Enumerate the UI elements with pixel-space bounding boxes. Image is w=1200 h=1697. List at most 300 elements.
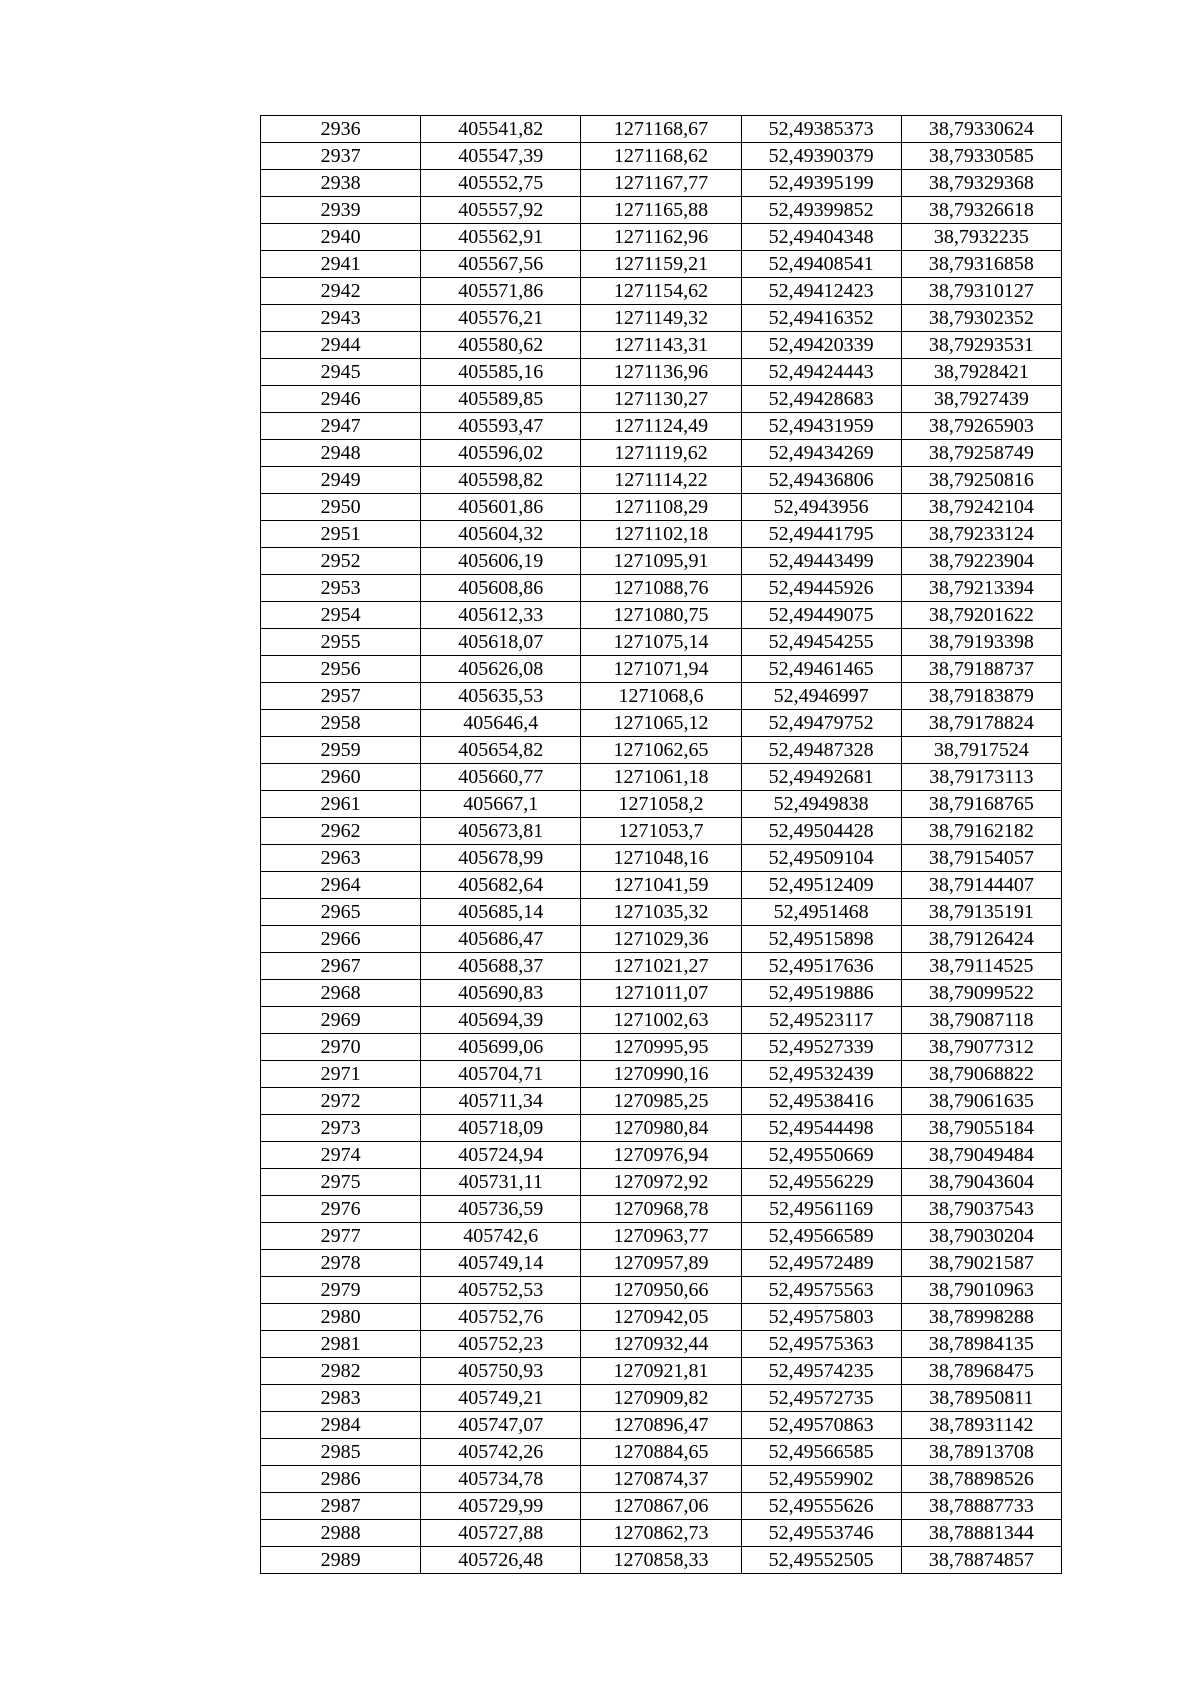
table-row xyxy=(261,1331,1062,1358)
longitude-cell: 38,79193398 xyxy=(901,629,1061,656)
latitude-cell: 52,49445926 xyxy=(741,575,901,602)
table-row xyxy=(261,359,1062,386)
x-coordinate-cell: 405699,06 xyxy=(421,1034,581,1061)
y-coordinate-cell: 1270909,82 xyxy=(581,1385,741,1412)
longitude-cell: 38,79201622 xyxy=(901,602,1061,629)
x-coordinate-cell: 405598,82 xyxy=(421,467,581,494)
table-row xyxy=(261,386,1062,413)
latitude-cell: 52,49434269 xyxy=(741,440,901,467)
point-number-cell: 2967 xyxy=(261,953,421,980)
latitude-cell: 52,4951468 xyxy=(741,899,901,926)
y-coordinate-cell: 1270957,89 xyxy=(581,1250,741,1277)
point-number-cell: 2984 xyxy=(261,1412,421,1439)
point-number-cell: 2957 xyxy=(261,683,421,710)
y-coordinate-cell: 1271053,7 xyxy=(581,818,741,845)
point-number-cell: 2944 xyxy=(261,332,421,359)
longitude-cell: 38,79021587 xyxy=(901,1250,1061,1277)
y-coordinate-cell: 1271011,07 xyxy=(581,980,741,1007)
table-row xyxy=(261,278,1062,305)
x-coordinate-cell: 405593,47 xyxy=(421,413,581,440)
x-coordinate-cell: 405704,71 xyxy=(421,1061,581,1088)
latitude-cell: 52,49519886 xyxy=(741,980,901,1007)
point-number-cell: 2974 xyxy=(261,1142,421,1169)
y-coordinate-cell: 1270942,05 xyxy=(581,1304,741,1331)
table-row xyxy=(261,629,1062,656)
x-coordinate-cell: 405618,07 xyxy=(421,629,581,656)
latitude-cell: 52,49461465 xyxy=(741,656,901,683)
longitude-cell: 38,79250816 xyxy=(901,467,1061,494)
y-coordinate-cell: 1270980,84 xyxy=(581,1115,741,1142)
longitude-cell: 38,78874857 xyxy=(901,1547,1061,1574)
y-coordinate-cell: 1270985,25 xyxy=(581,1088,741,1115)
table-row xyxy=(261,926,1062,953)
coordinates-table xyxy=(260,115,1062,1574)
latitude-cell: 52,49550669 xyxy=(741,1142,901,1169)
x-coordinate-cell: 405690,83 xyxy=(421,980,581,1007)
x-coordinate-cell: 405685,14 xyxy=(421,899,581,926)
longitude-cell: 38,79168765 xyxy=(901,791,1061,818)
x-coordinate-cell: 405678,99 xyxy=(421,845,581,872)
x-coordinate-cell: 405576,21 xyxy=(421,305,581,332)
longitude-cell: 38,78931142 xyxy=(901,1412,1061,1439)
x-coordinate-cell: 405726,48 xyxy=(421,1547,581,1574)
y-coordinate-cell: 1271062,65 xyxy=(581,737,741,764)
longitude-cell: 38,79061635 xyxy=(901,1088,1061,1115)
x-coordinate-cell: 405734,78 xyxy=(421,1466,581,1493)
y-coordinate-cell: 1271114,22 xyxy=(581,467,741,494)
y-coordinate-cell: 1270874,37 xyxy=(581,1466,741,1493)
longitude-cell: 38,79154057 xyxy=(901,845,1061,872)
longitude-cell: 38,79302352 xyxy=(901,305,1061,332)
x-coordinate-cell: 405718,09 xyxy=(421,1115,581,1142)
y-coordinate-cell: 1271068,6 xyxy=(581,683,741,710)
table-row xyxy=(261,1061,1062,1088)
point-number-cell: 2942 xyxy=(261,278,421,305)
longitude-cell: 38,79126424 xyxy=(901,926,1061,953)
x-coordinate-cell: 405742,26 xyxy=(421,1439,581,1466)
latitude-cell: 52,49575363 xyxy=(741,1331,901,1358)
latitude-cell: 52,49436806 xyxy=(741,467,901,494)
longitude-cell: 38,79213394 xyxy=(901,575,1061,602)
table-row xyxy=(261,980,1062,1007)
x-coordinate-cell: 405580,62 xyxy=(421,332,581,359)
longitude-cell: 38,78984135 xyxy=(901,1331,1061,1358)
table-row xyxy=(261,1466,1062,1493)
latitude-cell: 52,49431959 xyxy=(741,413,901,440)
latitude-cell: 52,49443499 xyxy=(741,548,901,575)
point-number-cell: 2961 xyxy=(261,791,421,818)
x-coordinate-cell: 405571,86 xyxy=(421,278,581,305)
longitude-cell: 38,78898526 xyxy=(901,1466,1061,1493)
x-coordinate-cell: 405682,64 xyxy=(421,872,581,899)
longitude-cell: 38,79077312 xyxy=(901,1034,1061,1061)
latitude-cell: 52,49523117 xyxy=(741,1007,901,1034)
x-coordinate-cell: 405688,37 xyxy=(421,953,581,980)
point-number-cell: 2983 xyxy=(261,1385,421,1412)
latitude-cell: 52,49572489 xyxy=(741,1250,901,1277)
latitude-cell: 52,49570863 xyxy=(741,1412,901,1439)
longitude-cell: 38,79010963 xyxy=(901,1277,1061,1304)
point-number-cell: 2956 xyxy=(261,656,421,683)
longitude-cell: 38,79030204 xyxy=(901,1223,1061,1250)
point-number-cell: 2970 xyxy=(261,1034,421,1061)
x-coordinate-cell: 405711,34 xyxy=(421,1088,581,1115)
latitude-cell: 52,49575563 xyxy=(741,1277,901,1304)
point-number-cell: 2981 xyxy=(261,1331,421,1358)
point-number-cell: 2937 xyxy=(261,143,421,170)
y-coordinate-cell: 1270990,16 xyxy=(581,1061,741,1088)
x-coordinate-cell: 405585,16 xyxy=(421,359,581,386)
x-coordinate-cell: 405752,76 xyxy=(421,1304,581,1331)
longitude-cell: 38,7928421 xyxy=(901,359,1061,386)
latitude-cell: 52,49572735 xyxy=(741,1385,901,1412)
y-coordinate-cell: 1271080,75 xyxy=(581,602,741,629)
table-row xyxy=(261,656,1062,683)
longitude-cell: 38,79316858 xyxy=(901,251,1061,278)
y-coordinate-cell: 1271075,14 xyxy=(581,629,741,656)
y-coordinate-cell: 1270932,44 xyxy=(581,1331,741,1358)
table-row xyxy=(261,1196,1062,1223)
y-coordinate-cell: 1271035,32 xyxy=(581,899,741,926)
latitude-cell: 52,49492681 xyxy=(741,764,901,791)
point-number-cell: 2966 xyxy=(261,926,421,953)
longitude-cell: 38,79330624 xyxy=(901,116,1061,143)
y-coordinate-cell: 1271119,62 xyxy=(581,440,741,467)
table-row xyxy=(261,224,1062,251)
latitude-cell: 52,49479752 xyxy=(741,710,901,737)
latitude-cell: 52,49556229 xyxy=(741,1169,901,1196)
y-coordinate-cell: 1271168,62 xyxy=(581,143,741,170)
y-coordinate-cell: 1271065,12 xyxy=(581,710,741,737)
y-coordinate-cell: 1271143,31 xyxy=(581,332,741,359)
x-coordinate-cell: 405541,82 xyxy=(421,116,581,143)
table-row xyxy=(261,1142,1062,1169)
x-coordinate-cell: 405635,53 xyxy=(421,683,581,710)
latitude-cell: 52,49566589 xyxy=(741,1223,901,1250)
y-coordinate-cell: 1271124,49 xyxy=(581,413,741,440)
y-coordinate-cell: 1270976,94 xyxy=(581,1142,741,1169)
table-row xyxy=(261,1520,1062,1547)
point-number-cell: 2939 xyxy=(261,197,421,224)
longitude-cell: 38,79087118 xyxy=(901,1007,1061,1034)
table-row xyxy=(261,818,1062,845)
latitude-cell: 52,49566585 xyxy=(741,1439,901,1466)
x-coordinate-cell: 405750,93 xyxy=(421,1358,581,1385)
longitude-cell: 38,79144407 xyxy=(901,872,1061,899)
longitude-cell: 38,79265903 xyxy=(901,413,1061,440)
x-coordinate-cell: 405673,81 xyxy=(421,818,581,845)
y-coordinate-cell: 1270950,66 xyxy=(581,1277,741,1304)
latitude-cell: 52,49559902 xyxy=(741,1466,901,1493)
table-row xyxy=(261,1250,1062,1277)
y-coordinate-cell: 1271130,27 xyxy=(581,386,741,413)
table-row xyxy=(261,116,1062,143)
latitude-cell: 52,49424443 xyxy=(741,359,901,386)
longitude-cell: 38,79099522 xyxy=(901,980,1061,1007)
point-number-cell: 2986 xyxy=(261,1466,421,1493)
y-coordinate-cell: 1271159,21 xyxy=(581,251,741,278)
x-coordinate-cell: 405742,6 xyxy=(421,1223,581,1250)
latitude-cell: 52,49416352 xyxy=(741,305,901,332)
longitude-cell: 38,79293531 xyxy=(901,332,1061,359)
point-number-cell: 2958 xyxy=(261,710,421,737)
longitude-cell: 38,79114525 xyxy=(901,953,1061,980)
point-number-cell: 2971 xyxy=(261,1061,421,1088)
y-coordinate-cell: 1270972,92 xyxy=(581,1169,741,1196)
y-coordinate-cell: 1271095,91 xyxy=(581,548,741,575)
point-number-cell: 2987 xyxy=(261,1493,421,1520)
longitude-cell: 38,79188737 xyxy=(901,656,1061,683)
longitude-cell: 38,79258749 xyxy=(901,440,1061,467)
longitude-cell: 38,78968475 xyxy=(901,1358,1061,1385)
x-coordinate-cell: 405626,08 xyxy=(421,656,581,683)
latitude-cell: 52,49515898 xyxy=(741,926,901,953)
point-number-cell: 2946 xyxy=(261,386,421,413)
x-coordinate-cell: 405596,02 xyxy=(421,440,581,467)
longitude-cell: 38,79068822 xyxy=(901,1061,1061,1088)
point-number-cell: 2976 xyxy=(261,1196,421,1223)
x-coordinate-cell: 405667,1 xyxy=(421,791,581,818)
x-coordinate-cell: 405547,39 xyxy=(421,143,581,170)
point-number-cell: 2940 xyxy=(261,224,421,251)
y-coordinate-cell: 1270884,65 xyxy=(581,1439,741,1466)
y-coordinate-cell: 1271021,27 xyxy=(581,953,741,980)
table-row xyxy=(261,143,1062,170)
longitude-cell: 38,7927439 xyxy=(901,386,1061,413)
longitude-cell: 38,79242104 xyxy=(901,494,1061,521)
latitude-cell: 52,49561169 xyxy=(741,1196,901,1223)
x-coordinate-cell: 405606,19 xyxy=(421,548,581,575)
x-coordinate-cell: 405608,86 xyxy=(421,575,581,602)
longitude-cell: 38,79049484 xyxy=(901,1142,1061,1169)
longitude-cell: 38,7932235 xyxy=(901,224,1061,251)
x-coordinate-cell: 405731,11 xyxy=(421,1169,581,1196)
y-coordinate-cell: 1270921,81 xyxy=(581,1358,741,1385)
y-coordinate-cell: 1271167,77 xyxy=(581,170,741,197)
longitude-cell: 38,78998288 xyxy=(901,1304,1061,1331)
x-coordinate-cell: 405557,92 xyxy=(421,197,581,224)
y-coordinate-cell: 1270968,78 xyxy=(581,1196,741,1223)
longitude-cell: 38,79162182 xyxy=(901,818,1061,845)
x-coordinate-cell: 405589,85 xyxy=(421,386,581,413)
y-coordinate-cell: 1271071,94 xyxy=(581,656,741,683)
longitude-cell: 38,79178824 xyxy=(901,710,1061,737)
table-row xyxy=(261,1358,1062,1385)
latitude-cell: 52,49517636 xyxy=(741,953,901,980)
longitude-cell: 38,78887733 xyxy=(901,1493,1061,1520)
latitude-cell: 52,49538416 xyxy=(741,1088,901,1115)
y-coordinate-cell: 1271108,29 xyxy=(581,494,741,521)
point-number-cell: 2972 xyxy=(261,1088,421,1115)
table-row xyxy=(261,575,1062,602)
table-row xyxy=(261,1493,1062,1520)
point-number-cell: 2955 xyxy=(261,629,421,656)
latitude-cell: 52,49487328 xyxy=(741,737,901,764)
x-coordinate-cell: 405729,99 xyxy=(421,1493,581,1520)
table-row xyxy=(261,521,1062,548)
y-coordinate-cell: 1271162,96 xyxy=(581,224,741,251)
x-coordinate-cell: 405646,4 xyxy=(421,710,581,737)
table-row xyxy=(261,602,1062,629)
longitude-cell: 38,79329368 xyxy=(901,170,1061,197)
point-number-cell: 2978 xyxy=(261,1250,421,1277)
x-coordinate-cell: 405727,88 xyxy=(421,1520,581,1547)
y-coordinate-cell: 1271165,88 xyxy=(581,197,741,224)
y-coordinate-cell: 1270862,73 xyxy=(581,1520,741,1547)
y-coordinate-cell: 1271136,96 xyxy=(581,359,741,386)
longitude-cell: 38,79135191 xyxy=(901,899,1061,926)
longitude-cell: 38,78950811 xyxy=(901,1385,1061,1412)
latitude-cell: 52,4949838 xyxy=(741,791,901,818)
x-coordinate-cell: 405612,33 xyxy=(421,602,581,629)
latitude-cell: 52,49555626 xyxy=(741,1493,901,1520)
x-coordinate-cell: 405724,94 xyxy=(421,1142,581,1169)
point-number-cell: 2959 xyxy=(261,737,421,764)
x-coordinate-cell: 405604,32 xyxy=(421,521,581,548)
point-number-cell: 2949 xyxy=(261,467,421,494)
table-row xyxy=(261,467,1062,494)
longitude-cell: 38,79043604 xyxy=(901,1169,1061,1196)
table-row xyxy=(261,683,1062,710)
point-number-cell: 2985 xyxy=(261,1439,421,1466)
y-coordinate-cell: 1271149,32 xyxy=(581,305,741,332)
latitude-cell: 52,49404348 xyxy=(741,224,901,251)
table-row xyxy=(261,494,1062,521)
table-row xyxy=(261,737,1062,764)
longitude-cell: 38,78913708 xyxy=(901,1439,1061,1466)
table-row xyxy=(261,1547,1062,1574)
table-row xyxy=(261,710,1062,737)
x-coordinate-cell: 405567,56 xyxy=(421,251,581,278)
y-coordinate-cell: 1271048,16 xyxy=(581,845,741,872)
latitude-cell: 52,49512409 xyxy=(741,872,901,899)
table-row xyxy=(261,845,1062,872)
y-coordinate-cell: 1271061,18 xyxy=(581,764,741,791)
x-coordinate-cell: 405660,77 xyxy=(421,764,581,791)
longitude-cell: 38,79223904 xyxy=(901,548,1061,575)
latitude-cell: 52,49441795 xyxy=(741,521,901,548)
point-number-cell: 2982 xyxy=(261,1358,421,1385)
longitude-cell: 38,79310127 xyxy=(901,278,1061,305)
table-row xyxy=(261,1439,1062,1466)
point-number-cell: 2936 xyxy=(261,116,421,143)
latitude-cell: 52,49552505 xyxy=(741,1547,901,1574)
latitude-cell: 52,49504428 xyxy=(741,818,901,845)
latitude-cell: 52,4946997 xyxy=(741,683,901,710)
table-row xyxy=(261,1277,1062,1304)
latitude-cell: 52,49553746 xyxy=(741,1520,901,1547)
table-row xyxy=(261,440,1062,467)
point-number-cell: 2975 xyxy=(261,1169,421,1196)
x-coordinate-cell: 405752,23 xyxy=(421,1331,581,1358)
y-coordinate-cell: 1270858,33 xyxy=(581,1547,741,1574)
y-coordinate-cell: 1271029,36 xyxy=(581,926,741,953)
y-coordinate-cell: 1271002,63 xyxy=(581,1007,741,1034)
longitude-cell: 38,79326618 xyxy=(901,197,1061,224)
x-coordinate-cell: 405749,21 xyxy=(421,1385,581,1412)
point-number-cell: 2947 xyxy=(261,413,421,440)
longitude-cell: 38,78881344 xyxy=(901,1520,1061,1547)
latitude-cell: 52,49395199 xyxy=(741,170,901,197)
longitude-cell: 38,7917524 xyxy=(901,737,1061,764)
table-row xyxy=(261,1034,1062,1061)
table-row xyxy=(261,1412,1062,1439)
table-row xyxy=(261,305,1062,332)
table-row xyxy=(261,251,1062,278)
x-coordinate-cell: 405694,39 xyxy=(421,1007,581,1034)
x-coordinate-cell: 405686,47 xyxy=(421,926,581,953)
longitude-cell: 38,79330585 xyxy=(901,143,1061,170)
x-coordinate-cell: 405562,91 xyxy=(421,224,581,251)
point-number-cell: 2980 xyxy=(261,1304,421,1331)
point-number-cell: 2950 xyxy=(261,494,421,521)
table-row xyxy=(261,332,1062,359)
coordinates-table-body xyxy=(261,116,1062,1574)
table-row xyxy=(261,1169,1062,1196)
point-number-cell: 2945 xyxy=(261,359,421,386)
latitude-cell: 52,49412423 xyxy=(741,278,901,305)
y-coordinate-cell: 1271058,2 xyxy=(581,791,741,818)
table-row xyxy=(261,1088,1062,1115)
point-number-cell: 2977 xyxy=(261,1223,421,1250)
point-number-cell: 2965 xyxy=(261,899,421,926)
point-number-cell: 2969 xyxy=(261,1007,421,1034)
x-coordinate-cell: 405552,75 xyxy=(421,170,581,197)
latitude-cell: 52,49420339 xyxy=(741,332,901,359)
point-number-cell: 2979 xyxy=(261,1277,421,1304)
x-coordinate-cell: 405601,86 xyxy=(421,494,581,521)
latitude-cell: 52,49532439 xyxy=(741,1061,901,1088)
x-coordinate-cell: 405747,07 xyxy=(421,1412,581,1439)
y-coordinate-cell: 1271102,18 xyxy=(581,521,741,548)
point-number-cell: 2943 xyxy=(261,305,421,332)
table-row xyxy=(261,548,1062,575)
longitude-cell: 38,79173113 xyxy=(901,764,1061,791)
point-number-cell: 2953 xyxy=(261,575,421,602)
latitude-cell: 52,49544498 xyxy=(741,1115,901,1142)
latitude-cell: 52,49428683 xyxy=(741,386,901,413)
point-number-cell: 2948 xyxy=(261,440,421,467)
point-number-cell: 2964 xyxy=(261,872,421,899)
table-row xyxy=(261,1115,1062,1142)
point-number-cell: 2941 xyxy=(261,251,421,278)
y-coordinate-cell: 1270896,47 xyxy=(581,1412,741,1439)
point-number-cell: 2954 xyxy=(261,602,421,629)
x-coordinate-cell: 405752,53 xyxy=(421,1277,581,1304)
latitude-cell: 52,49399852 xyxy=(741,197,901,224)
table-row xyxy=(261,953,1062,980)
y-coordinate-cell: 1270867,06 xyxy=(581,1493,741,1520)
point-number-cell: 2973 xyxy=(261,1115,421,1142)
point-number-cell: 2963 xyxy=(261,845,421,872)
table-row xyxy=(261,170,1062,197)
point-number-cell: 2952 xyxy=(261,548,421,575)
longitude-cell: 38,79183879 xyxy=(901,683,1061,710)
point-number-cell: 2989 xyxy=(261,1547,421,1574)
longitude-cell: 38,79055184 xyxy=(901,1115,1061,1142)
table-row xyxy=(261,764,1062,791)
longitude-cell: 38,79037543 xyxy=(901,1196,1061,1223)
y-coordinate-cell: 1270995,95 xyxy=(581,1034,741,1061)
table-row xyxy=(261,899,1062,926)
table-row xyxy=(261,197,1062,224)
point-number-cell: 2938 xyxy=(261,170,421,197)
point-number-cell: 2968 xyxy=(261,980,421,1007)
table-row xyxy=(261,872,1062,899)
y-coordinate-cell: 1271154,62 xyxy=(581,278,741,305)
latitude-cell: 52,49390379 xyxy=(741,143,901,170)
y-coordinate-cell: 1271168,67 xyxy=(581,116,741,143)
